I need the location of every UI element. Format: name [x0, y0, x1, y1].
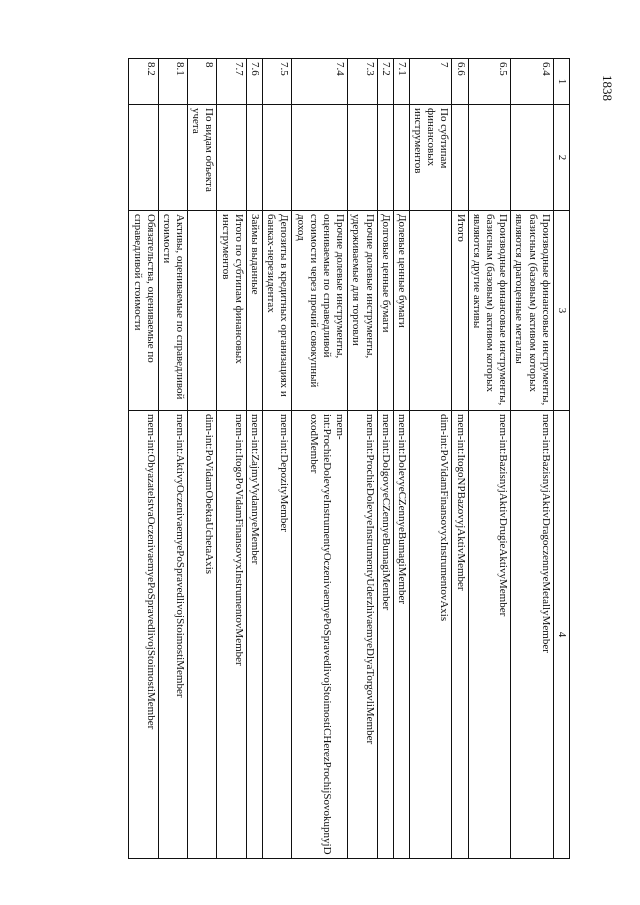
table-row	[452, 59, 468, 859]
name-cell	[409, 211, 452, 411]
table-row	[409, 59, 452, 859]
table-row	[246, 59, 262, 859]
code-cell: mem-int:ObyazatelstvaOczenivaemyePoSpravedlivojStoimostiMember	[129, 411, 158, 859]
name-cell: Депозиты в кредитных организациях и банках-нерезидентах	[263, 211, 292, 411]
row-number-cell: 7.7	[217, 59, 246, 105]
row-number-cell: 6.4	[511, 59, 554, 105]
group-cell	[263, 105, 292, 211]
table-row	[393, 59, 409, 859]
group-cell	[468, 105, 511, 211]
row-number-cell: 7.6	[246, 59, 262, 105]
name-cell: Активы, оцениваемые по справедливой стоимости	[158, 211, 187, 411]
name-cell	[188, 211, 217, 411]
header-cell: 2	[553, 105, 569, 211]
code-cell: dim-int:PoVidamObektaUchetaAxis	[188, 411, 217, 859]
group-cell	[511, 105, 554, 211]
page-number: 1838	[600, 75, 615, 101]
table-row	[292, 59, 348, 859]
row-number-cell: 7	[409, 59, 452, 105]
code-cell: mem-int:ItogoPoVidamFinansovyxInstrumentovMember	[217, 411, 246, 859]
group-cell	[393, 105, 409, 211]
table-row	[158, 59, 187, 859]
code-cell: mem-int:AktivyOczenivaemyePoSpravedlivojStoimostiMember	[158, 411, 187, 859]
row-number-cell: 7.2	[377, 59, 393, 105]
row-number-cell: 7.4	[292, 59, 348, 105]
group-cell: По видам объекта учета	[188, 105, 217, 211]
code-cell: mem-int:DolgovyeCZennyeBumagiMember	[377, 411, 393, 859]
code-cell: mem-int:ProchieDolevyeInstrumentyOczenivaemyePoSpravedlivojStoimostiCHerezProchijSovokupnyjDoxodMember	[292, 411, 348, 859]
code-cell: mem-int:DepozityMember	[263, 411, 292, 859]
row-number-cell: 7.5	[263, 59, 292, 105]
name-cell: Производные финансовые инструменты, базисным (базовым) активом которых являются драгоценные металлы	[511, 211, 554, 411]
table-row	[348, 59, 377, 859]
code-cell: mem-int:BazisnyjAktivDrugieAktivyMember	[468, 411, 511, 859]
group-cell	[217, 105, 246, 211]
row-number-cell: 7.3	[348, 59, 377, 105]
header-cell: 4	[553, 411, 569, 859]
group-cell	[129, 105, 158, 211]
table-row	[217, 59, 246, 859]
code-cell: mem-int:BazisnyjAktivDragoczennyeMetallyMember	[511, 411, 554, 859]
table-wrapper	[100, 58, 570, 858]
table-row	[188, 59, 217, 859]
header-row	[553, 59, 569, 859]
table-body	[129, 59, 553, 859]
table-row	[468, 59, 511, 859]
group-cell	[348, 105, 377, 211]
table-row	[263, 59, 292, 859]
code-cell: mem-int:ProchieDolevyeInstrumentyUderzhivaemyeDlyaTorgovliMember	[348, 411, 377, 859]
row-number-cell: 8.1	[158, 59, 187, 105]
group-cell: По субтипам финансовых инструментов	[409, 105, 452, 211]
group-cell	[246, 105, 262, 211]
row-number-cell: 6.5	[468, 59, 511, 105]
group-cell	[158, 105, 187, 211]
group-cell	[292, 105, 348, 211]
group-cell	[377, 105, 393, 211]
code-cell: mem-int:DolevyeCZennyeBumagiMember	[393, 411, 409, 859]
code-cell: mem-int:ItogoNPBazovyjAktivMember	[452, 411, 468, 859]
table-row	[511, 59, 554, 859]
code-cell: mem-int:ZajmyVydannyeMember	[246, 411, 262, 859]
header-cell: 1	[553, 59, 569, 105]
code-cell: dim-int:PoVidamFinansovyxInstrumentovAxis	[409, 411, 452, 859]
name-cell: Производные финансовые инструменты, базисным (базовым) активом которых являются другие активы	[468, 211, 511, 411]
rotated-page	[100, 58, 570, 858]
name-cell: Итого по субтипам финансовых инструментов	[217, 211, 246, 411]
header-cell: 3	[553, 211, 569, 411]
row-number-cell: 8.2	[129, 59, 158, 105]
row-number-cell: 7.1	[393, 59, 409, 105]
name-cell: Займы выданные	[246, 211, 262, 411]
name-cell: Прочие долевые инструменты, оцениваемые по справедливой стоимости через прочий совокупный доход	[292, 211, 348, 411]
group-cell	[452, 105, 468, 211]
name-cell: Обязательства, оцениваемые по справедливой стоимости	[129, 211, 158, 411]
table-row	[377, 59, 393, 859]
row-number-cell: 8	[188, 59, 217, 105]
table-row	[129, 59, 158, 859]
row-number-cell: 6.6	[452, 59, 468, 105]
data-table	[128, 58, 570, 859]
name-cell: Долговые ценные бумаги	[377, 211, 393, 411]
name-cell: Долевые ценные бумаги	[393, 211, 409, 411]
name-cell: Итого	[452, 211, 468, 411]
name-cell: Прочие долевые инструменты, удерживаемые для торговли	[348, 211, 377, 411]
